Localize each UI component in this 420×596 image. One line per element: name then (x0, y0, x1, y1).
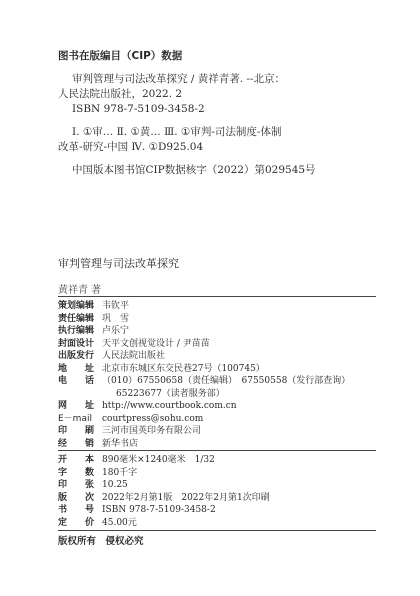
divider (58, 296, 376, 297)
cip-line: Ⅰ. ①审… Ⅱ. ①黄… Ⅲ. ①审判-司法制度-体制 (72, 126, 282, 138)
email-label: E－mail (58, 413, 92, 424)
credits-block (58, 300, 376, 450)
credit-label: 责任编辑 (58, 313, 95, 324)
credit-label: 出版发行 (58, 351, 95, 361)
spec-row (58, 504, 376, 517)
sale-label: 经 销 (58, 438, 95, 449)
divider (58, 530, 376, 531)
cip-line: 审判管理与司法改革探究 / 黄祥青著. --北京： (72, 73, 285, 85)
credit-row (58, 300, 376, 313)
cip-block (58, 48, 378, 178)
phone-label: 电 话 (58, 376, 95, 386)
credit-value: 巩 雪 (102, 313, 130, 324)
divider (58, 450, 376, 451)
address-row (58, 363, 376, 376)
spec-label: 字 数 (58, 467, 95, 478)
spec-label: 版 次 (58, 492, 95, 503)
spec-row (58, 454, 376, 467)
credit-label: 执行编辑 (58, 326, 95, 336)
credit-label: 封面设计 (58, 338, 95, 349)
spec-row (58, 479, 376, 492)
cip-line: 改革-研究-中国 Ⅳ. ①D925.04 (58, 141, 204, 153)
work-title: 审判管理与司法改革探究 (58, 257, 179, 270)
address-label: 地 址 (58, 363, 95, 374)
credit-label: 策划编辑 (58, 301, 95, 311)
phone-row-continued (58, 388, 376, 401)
cip-heading: 图书在版编目（CIP）数据 (58, 50, 183, 62)
print-value: 三河市国英印务有限公司 (102, 426, 202, 436)
spec-label: 定 价 (58, 517, 95, 528)
credit-value: 卢乐宁 (102, 326, 130, 336)
spec-value: 45.00元 (102, 517, 137, 528)
email-value: courtpress@sohu.com (102, 413, 204, 424)
spec-row (58, 517, 376, 530)
web-label: 网 址 (58, 401, 95, 411)
print-label: 印 刷 (58, 426, 95, 436)
spec-label: 书 号 (58, 505, 95, 515)
credit-row (58, 350, 376, 363)
phone-value: （010）67550658（责任编辑） 67550558（发行部查询） (102, 376, 351, 386)
sale-value: 新华书店 (102, 438, 139, 449)
credit-row (58, 338, 376, 351)
phone-value-2: 65223677（读者服务部） (116, 388, 225, 399)
spec-value: 2022年2月第1版 2022年2月第1次印刷 (102, 492, 270, 503)
credit-row (58, 313, 376, 326)
credit-value: 天平文创视觉设计 / 尹苗苗 (102, 338, 210, 349)
credit-value: 韦钦平 (102, 301, 130, 311)
spec-value: ISBN 978-7-5109-3458-2 (102, 505, 216, 515)
spec-label: 开 本 (58, 455, 95, 465)
spec-label: 印 张 (58, 480, 95, 490)
spec-value: 180千字 (102, 467, 138, 478)
credit-row (58, 325, 376, 338)
credit-value: 人民法院出版社 (102, 351, 166, 361)
web-value: http://www.courtbook.com.cn (102, 401, 237, 411)
phone-row (58, 375, 376, 388)
sale-row (58, 438, 376, 451)
address-value: 北京市东城区东交民巷27号（100745） (102, 363, 265, 374)
print-row (58, 425, 376, 438)
spec-value: 10.25 (102, 480, 128, 490)
spec-row (58, 467, 376, 480)
author: 黄祥青 著 (58, 285, 102, 296)
cip-line: 人民法院出版社，2022. 2 (58, 88, 183, 100)
rights-notice: 版权所有 侵权必究 (58, 536, 144, 547)
email-row (58, 413, 376, 426)
web-row (58, 400, 376, 413)
spec-value: 890毫米×1240毫米 1/32 (102, 455, 215, 465)
spec-row (58, 492, 376, 505)
cip-record: 中国版本图书馆CIP数据核字（2022）第029545号 (72, 164, 316, 176)
specs-block (58, 454, 376, 529)
cip-line: ISBN 978-7-5109-3458-2 (72, 103, 205, 115)
